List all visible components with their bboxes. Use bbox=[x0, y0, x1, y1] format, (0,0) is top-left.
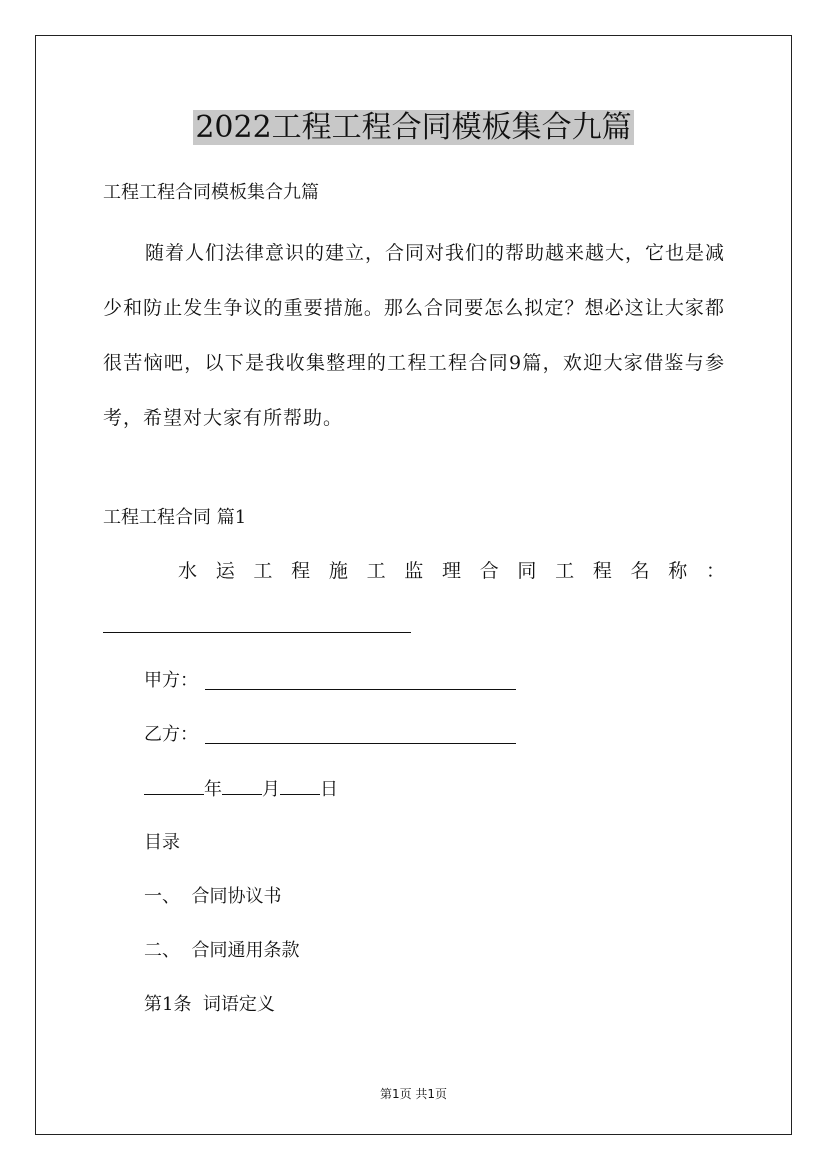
month-label: 月 bbox=[262, 779, 280, 800]
document-subtitle: 工程工程合同模板集合九篇 bbox=[103, 182, 319, 203]
month-blank bbox=[222, 780, 262, 795]
document-title: 2022工程工程合同模板集合九篇 bbox=[195, 110, 632, 145]
project-name-label: 水运工程施工监理合同工程名称： bbox=[178, 560, 725, 582]
toc-heading: 目录 bbox=[144, 832, 180, 853]
toc-item: 二、 合同通用条款 bbox=[144, 940, 300, 961]
party-a-label: 甲方： bbox=[144, 670, 198, 691]
date-line bbox=[144, 780, 338, 799]
year-blank bbox=[144, 780, 204, 795]
section-heading: 工程工程合同 篇1 bbox=[103, 507, 247, 528]
intro-paragraph: 随着人们法律意识的建立，合同对我们的帮助越来越大，它也是减少和防止发生争议的重要措施。那么合同要怎么拟定？想必这让大家都很苦恼吧，以下是我收集整理的工程工程合同9篇，欢迎大家借鉴与参考，希望对大家有所帮助。 bbox=[103, 242, 726, 429]
page-footer: 第1页 共1页 bbox=[379, 1087, 448, 1101]
clause-heading: 第1条 词语定义 bbox=[144, 994, 275, 1015]
day-blank bbox=[280, 780, 320, 795]
day-label: 日 bbox=[320, 779, 338, 800]
party-b-blank bbox=[205, 743, 516, 744]
year-label: 年 bbox=[204, 779, 222, 800]
project-name-blank bbox=[103, 632, 411, 633]
toc-item: 一、 合同协议书 bbox=[144, 886, 282, 907]
party-a-blank bbox=[205, 689, 516, 690]
party-b-label: 乙方： bbox=[144, 724, 198, 745]
